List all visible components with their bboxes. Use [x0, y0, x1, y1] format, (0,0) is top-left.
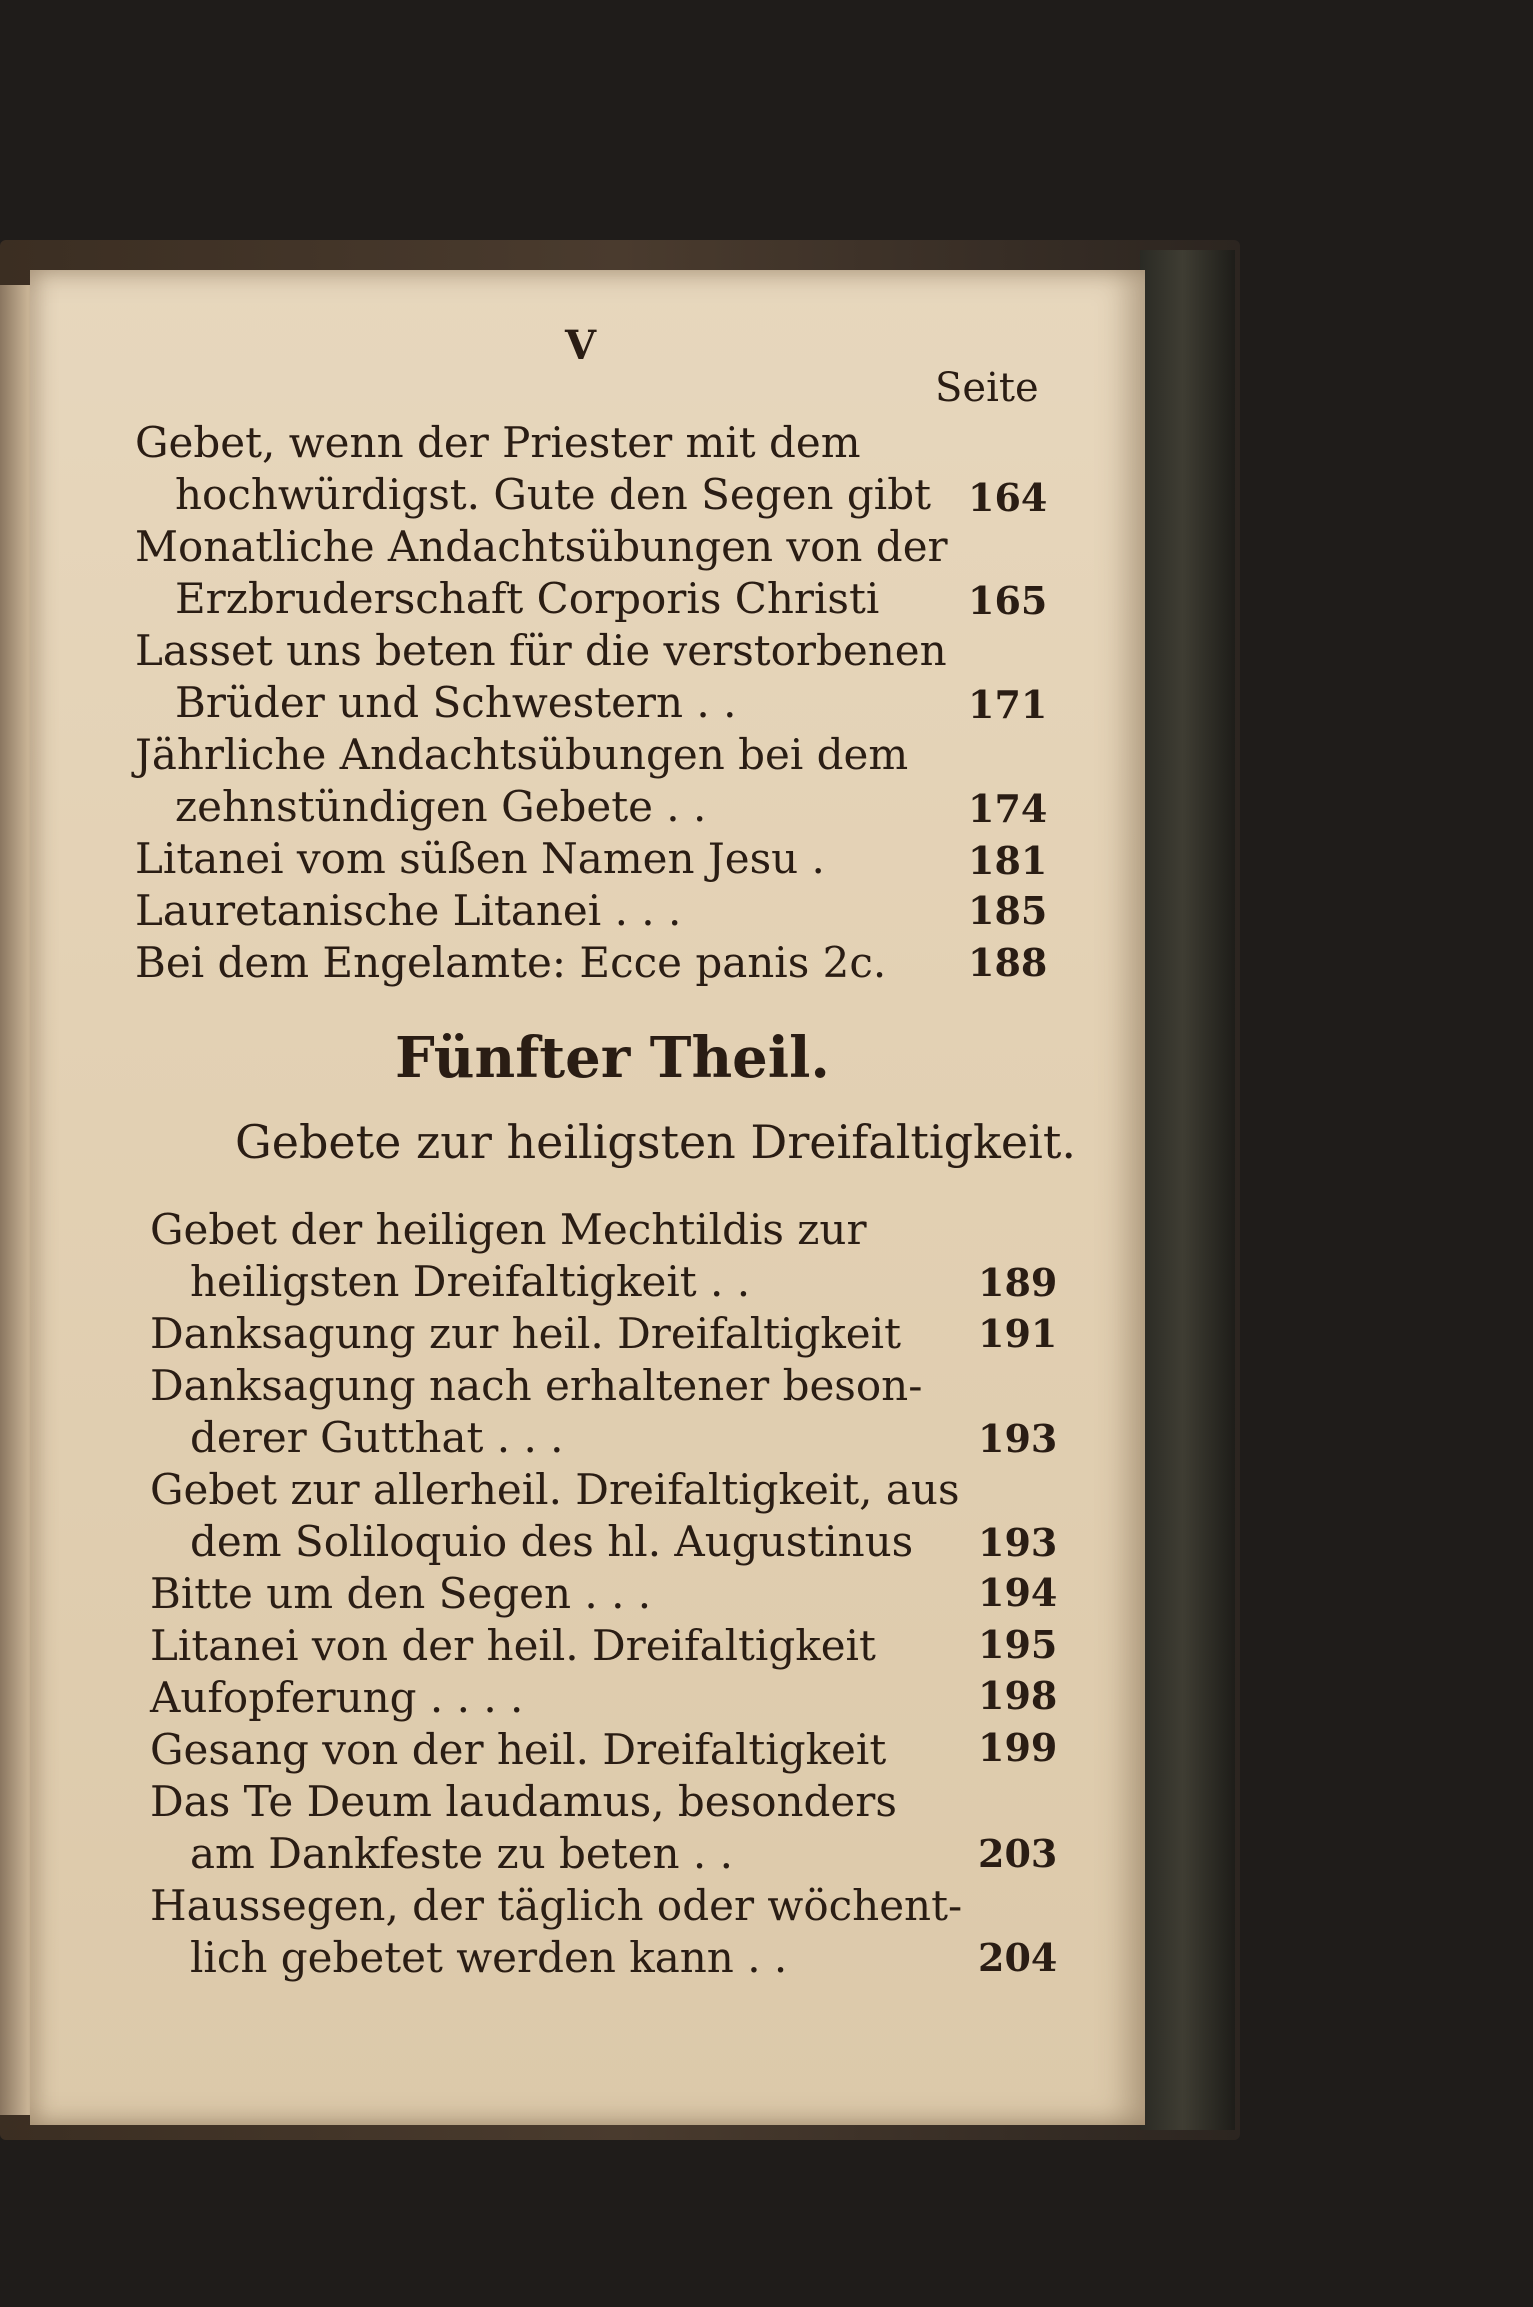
toc-page-number: 199 [978, 1725, 1058, 1770]
toc-entry-line: Das Te Deum laudamus, besonders [150, 1777, 897, 1826]
toc-entry-line: Bei dem Engelamte: Ecce panis 2c. [135, 938, 887, 987]
toc-page-number: 204 [978, 1935, 1058, 1980]
toc-entry-line: Litanei vom süßen Namen Jesu . [135, 834, 825, 883]
toc-page-number: 189 [978, 1260, 1058, 1305]
toc-entry-line: Bitte um den Segen . . . [150, 1569, 652, 1618]
toc-entry-line: Gebet zur allerheil. Dreifaltigkeit, aus [150, 1465, 960, 1514]
toc-entry-line: derer Gutthat . . . [190, 1413, 564, 1462]
toc-entry-line: Lasset uns beten für die verstorbenen [135, 626, 947, 675]
toc-entry-line: Danksagung zur heil. Dreifaltigkeit [150, 1309, 901, 1358]
toc-entry-line: Gebet der heiligen Mechtildis zur [150, 1205, 867, 1254]
toc-page-number: 165 [968, 578, 1048, 623]
column-header-seite: Seite [935, 365, 1039, 411]
book-spine [1140, 250, 1235, 2130]
toc-page-number: 171 [968, 682, 1048, 727]
toc-page-number: 181 [968, 838, 1048, 883]
toc-page-number: 203 [978, 1831, 1058, 1876]
toc-entry-line: Jährliche Andachtsübungen bei dem [135, 730, 909, 779]
toc-entry-line: dem Soliloquio des hl. Augustinus [190, 1517, 914, 1566]
page-number: V [565, 322, 597, 369]
section-subtitle: Gebete zur heiligsten Dreifaltigkeit. [235, 1115, 1076, 1169]
toc-page-number: 194 [978, 1570, 1058, 1615]
section-title: Fünfter Theil. [395, 1025, 830, 1091]
toc-entry-line: zehnstündigen Gebete . . [175, 782, 707, 831]
toc-entry-line: Haussegen, der täglich oder wöchent- [150, 1881, 963, 1930]
toc-page-number: 198 [978, 1673, 1058, 1718]
toc-page-number: 195 [978, 1622, 1058, 1667]
toc-page-number: 174 [968, 786, 1048, 831]
toc-page-number: 191 [978, 1311, 1058, 1356]
toc-entry-line: Litanei von der heil. Dreifaltigkeit [150, 1621, 876, 1670]
toc-entry-line: Gebet, wenn der Priester mit dem [135, 418, 861, 467]
toc-entry-line: Lauretanische Litanei . . . [135, 886, 682, 935]
toc-entry-line: Aufopferung . . . . [150, 1673, 524, 1722]
toc-page-number: 188 [968, 940, 1048, 985]
toc-entry-line: lich gebetet werden kann . . [190, 1933, 788, 1982]
book-page [30, 270, 1145, 2125]
toc-page-number: 193 [978, 1416, 1058, 1461]
toc-entry-line: Erzbruderschaft Corporis Christi [175, 574, 880, 623]
toc-page-number: 193 [978, 1520, 1058, 1565]
toc-entry-line: hochwürdigst. Gute den Segen gibt [175, 470, 931, 519]
toc-entry-line: heiligsten Dreifaltigkeit . . [190, 1257, 751, 1306]
toc-entry-line: Gesang von der heil. Dreifaltigkeit [150, 1725, 887, 1774]
toc-entry-line: Monatliche Andachtsübungen von der [135, 522, 948, 571]
toc-page-number: 164 [968, 475, 1048, 520]
toc-entry-line: am Dankfeste zu beten . . [190, 1829, 733, 1878]
toc-entry-line: Brüder und Schwestern . . [175, 678, 737, 727]
toc-entry-line: Danksagung nach erhaltener beson- [150, 1361, 923, 1410]
toc-page-number: 185 [968, 888, 1048, 933]
